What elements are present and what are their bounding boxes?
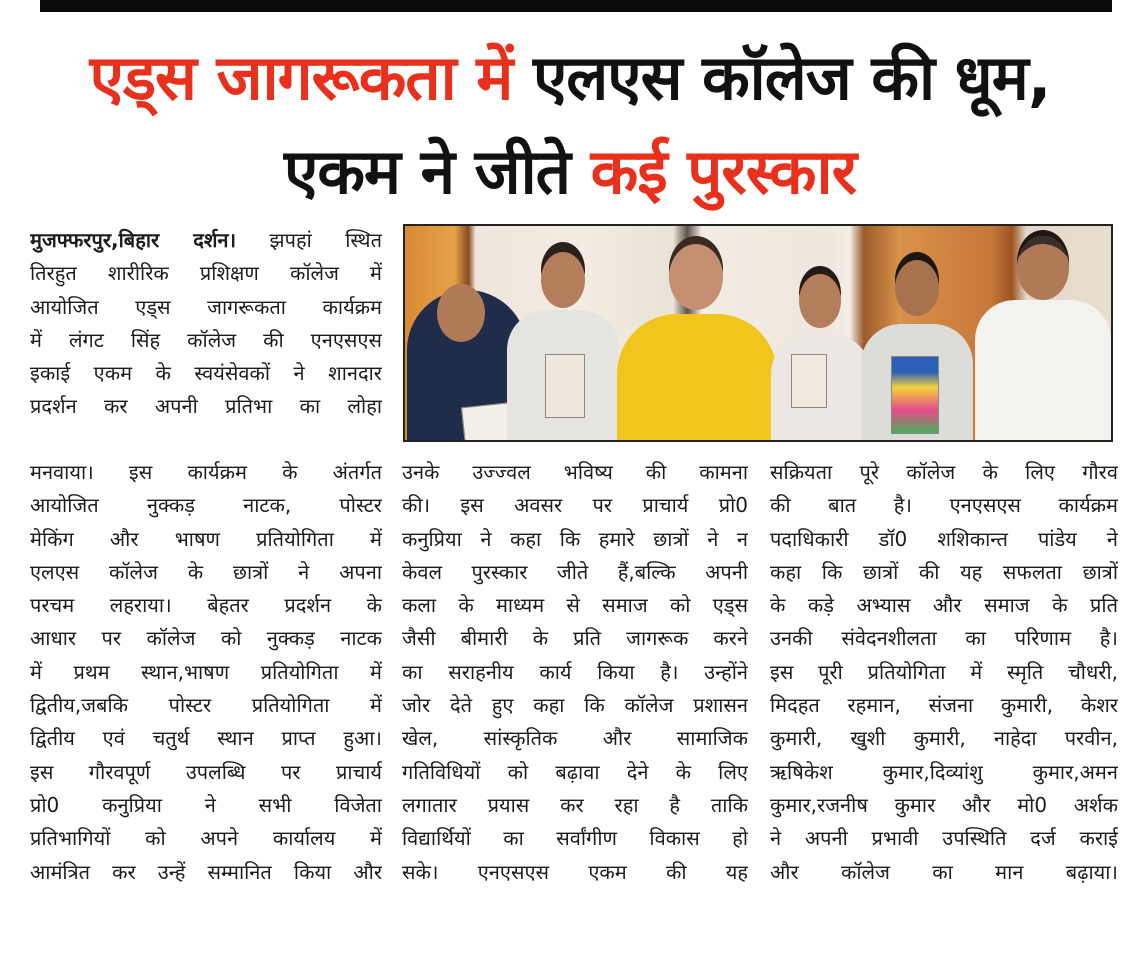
- article-line: द्वितीय,जबकि पोस्टर प्रतियोगिता में: [30, 693, 382, 718]
- article-line: पदाधिकारी डॉ0 शशिकान्त पांडेय ने: [770, 526, 1118, 551]
- article-column-3: [770, 456, 1118, 889]
- article-line-rest: झपहां स्थित: [236, 228, 382, 252]
- book: [791, 354, 827, 408]
- article-line: कुमारी, खुशी कुमारी, नाहेदा परवीन,: [770, 726, 1118, 751]
- article-line: ने अपनी प्रभावी उपस्थिति दर्ज कराई: [770, 826, 1118, 851]
- dateline: मुजफ्फरपुर,बिहार दर्शन।: [30, 228, 237, 252]
- article-line: गतिविधियों को बढ़ावा देने के लिए: [402, 759, 748, 784]
- person-6: [975, 234, 1111, 440]
- headline-highlight: एड्स जागरूकता में: [89, 41, 513, 114]
- article-line: प्रो0 कनुप्रिया ने सभी विजेता: [30, 792, 382, 817]
- article-line: के कड़े अभ्यास और समाज के प्रति: [770, 593, 1118, 618]
- article-line: विद्यार्थियों का सर्वांगीण विकास हो: [402, 826, 748, 851]
- article-line: सके। एनएसएस एकम की यह: [402, 859, 748, 884]
- article-line: खेल, सांस्कृतिक और सामाजिक: [402, 726, 748, 751]
- article-line: उनके उज्ज्वल भविष्य की कामना: [402, 460, 748, 484]
- article-line: केवल पुरस्कार जीते हैं,बल्कि अपनी: [402, 559, 748, 584]
- article-line: आमंत्रित कर उन्हें सम्मानित किया और: [30, 859, 382, 884]
- article-line: की। इस अवसर पर प्राचार्य प्रो0: [402, 493, 748, 518]
- article-line: जोर देते हुए कहा कि कॉलेज प्रशासन: [402, 693, 748, 718]
- article-line: उनकी संवेदनशीलता का परिणाम है।: [770, 626, 1118, 651]
- article-line: मनवाया। इस कार्यक्रम के अंतर्गत: [30, 460, 382, 484]
- article-line: कुमार,रजनीष कुमार और मो0 अर्शक: [770, 792, 1118, 817]
- headline-line-2: [0, 128, 1140, 216]
- article-line: कहा कि छात्रों की यह सफलता छात्रों: [770, 559, 1118, 584]
- article-line: मेकिंग और भाषण प्रतियोगिता में: [30, 526, 382, 551]
- article-line: आयोजित नुक्कड़ नाटक, पोस्टर: [30, 493, 382, 518]
- article-column-1-top: [30, 224, 382, 424]
- headline-line-1: [0, 34, 1140, 122]
- person-4: [771, 264, 871, 440]
- article-line: इकाई एकम के स्वयंसेवकों ने शानदार: [30, 361, 382, 386]
- headline-text: एकम ने जीते: [284, 135, 591, 208]
- article-line: इस पूरी प्रतियोगिता में स्मृति चौधरी,: [770, 659, 1118, 684]
- article-line: एलएस कॉलेज के छात्रों ने अपना: [30, 559, 382, 584]
- headline-highlight: कई पुरस्कार: [590, 135, 856, 208]
- article-line: की बात है। एनएसएस कार्यक्रम: [770, 493, 1118, 518]
- article-line: द्वितीय एवं चतुर्थ स्थान प्राप्त हुआ।: [30, 726, 382, 751]
- article-line: में लंगट सिंह कॉलेज की एनएसएस: [30, 327, 382, 352]
- article-column-1-bottom: [30, 456, 382, 889]
- book: [545, 354, 585, 418]
- article-line: प्रदर्शन कर अपनी प्रतिभा का लोहा: [30, 394, 382, 419]
- article-line: मिदहत रहमान, संजना कुमारी, केशर: [770, 693, 1118, 718]
- headline-text: एलएस कॉलेज की धूम,: [512, 41, 1051, 114]
- article-line: सक्रियता पूरे कॉलेज के लिए गौरव: [770, 460, 1118, 484]
- person-3-principal: [617, 240, 777, 440]
- article-line: ऋषिकेश कुमार,दिव्यांशु कुमार,अमन: [770, 759, 1118, 784]
- article-column-2: [402, 456, 748, 889]
- article-line: कला के माध्यम से समाज को एड्स: [402, 593, 748, 618]
- article-line: प्रतिभागियों को अपने कार्यालय में: [30, 826, 382, 851]
- article-line: कनुप्रिया ने कहा कि हमारे छात्रों ने न: [402, 526, 748, 551]
- article-line: [30, 224, 382, 257]
- news-photo: [403, 224, 1113, 442]
- article-line: में प्रथम स्थान,भाषण प्रतियोगिता में: [30, 659, 382, 684]
- article-line: परचम लहराया। बेहतर प्रदर्शन के: [30, 593, 382, 618]
- article-line: इस गौरवपूर्ण उपलब्धि पर प्राचार्य: [30, 759, 382, 784]
- article-line: और कॉलेज का मान बढ़ाया।: [770, 859, 1118, 884]
- article-line: जैसी बीमारी के प्रति जागरूक करने: [402, 626, 748, 651]
- header-bar: [40, 0, 1112, 12]
- article-line: तिरहुत शारीरिक प्रशिक्षण कॉलेज में: [30, 261, 382, 286]
- article-line: लगातार प्रयास कर रहा है ताकि: [402, 792, 748, 817]
- article-line: आधार पर कॉलेज को नुक्कड़ नाटक: [30, 626, 382, 651]
- book: [891, 356, 939, 434]
- article-line: का सराहनीय कार्य किया है। उन्होंने: [402, 659, 748, 684]
- article-line: आयोजित एड्स जागरूकता कार्यक्रम: [30, 294, 382, 319]
